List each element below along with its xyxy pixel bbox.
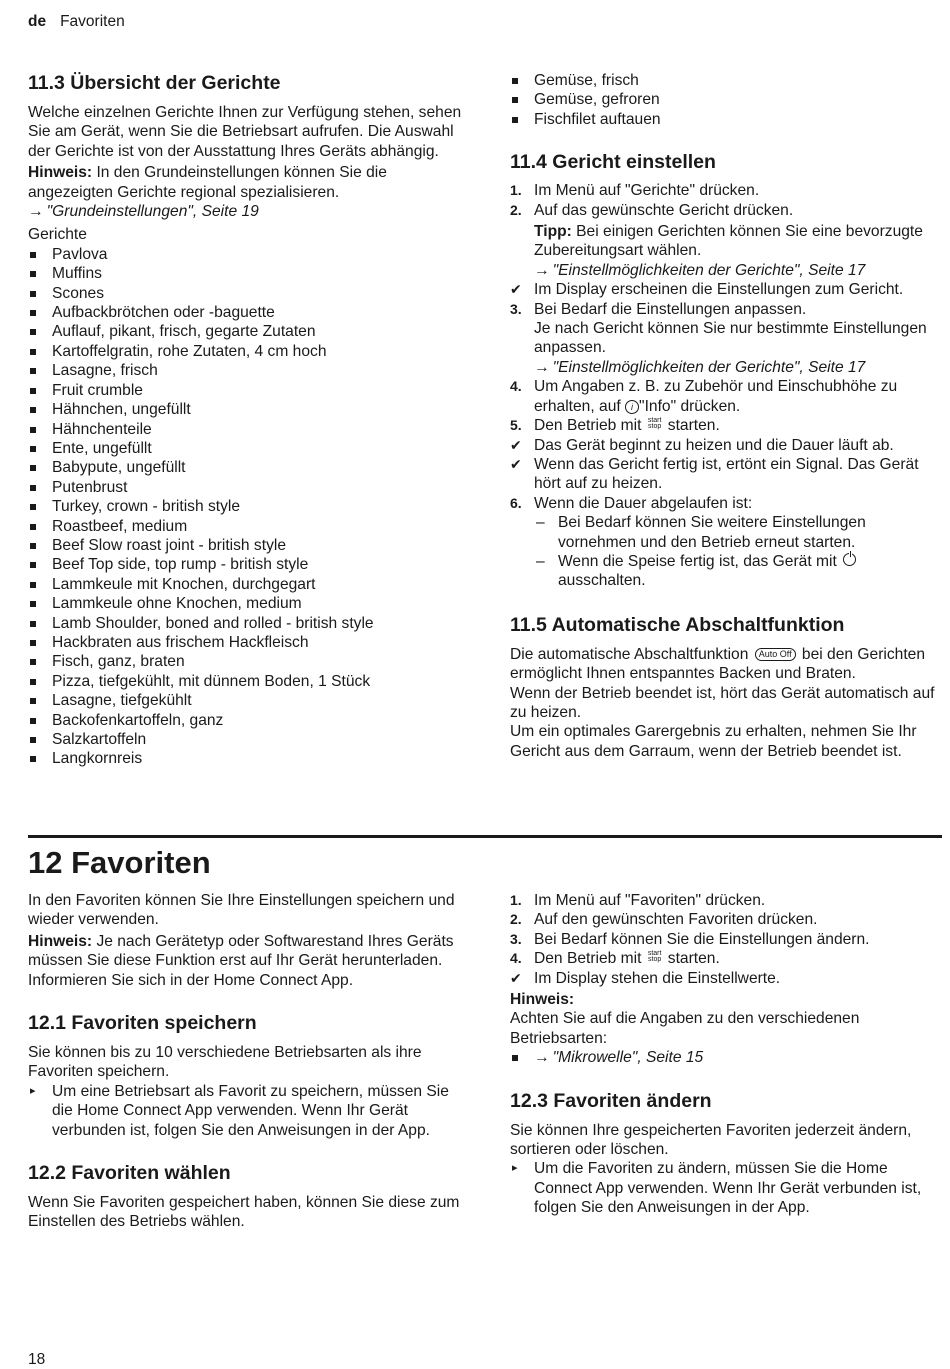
list-item: Auflauf, pikant, frisch, gegarte Zutaten bbox=[28, 322, 462, 341]
step: 2. Auf den gewünschten Favoriten drücken. bbox=[510, 911, 818, 929]
list-item: Gemüse, frisch bbox=[510, 71, 942, 90]
sub-step: – Wenn die Speise fertig ist, das Gerät mit ausschalten. bbox=[534, 552, 942, 591]
paragraph: In den Favoriten können Sie Ihre Einstellungen speichern und wieder verwenden. bbox=[28, 892, 455, 929]
paragraph: Wenn Sie Favoriten gespeichert haben, können Sie diese zum Einstellen des Betriebs wählen. bbox=[28, 1194, 460, 1231]
cross-reference[interactable] bbox=[28, 202, 462, 221]
list-item: Beef Top side, top rump - british style bbox=[28, 555, 462, 574]
list-item: Lasagne, tiefgekühlt bbox=[28, 691, 462, 710]
note bbox=[28, 163, 462, 202]
tip: Tipp: Bei einigen Gerichten können Sie eine bevorzugte Zubereitungsart wählen. bbox=[534, 223, 923, 260]
arrow-icon: → bbox=[28, 203, 44, 221]
list-item: Lammkeule ohne Knochen, medium bbox=[28, 594, 462, 613]
paragraph: Welche einzelnen Gerichte Ihnen zur Verfügung stehen, sehen Sie am Gerät, wenn Sie die Betriebsart aufrufen. Die Auswahl der Gerichte ist von der Ausstattung Ihres Geräts abhängig. bbox=[28, 104, 462, 160]
steps-12-2 bbox=[510, 891, 942, 988]
paragraph: Um ein optimales Garergebnis zu erhalten, nehmen Sie Ihr Gericht aus dem Garraum, wenn der Betrieb beendet ist. bbox=[510, 723, 917, 760]
header-section: Favoriten bbox=[60, 13, 125, 30]
list-item: Hackbraten aus frischem Hackfleisch bbox=[28, 633, 462, 652]
step: 1. Im Menü auf "Gerichte" drücken. bbox=[510, 182, 760, 200]
page-header bbox=[28, 12, 125, 31]
result: ✔ Im Display stehen die Einstellwerte. bbox=[510, 969, 781, 987]
list-item: Salzkartoffeln bbox=[28, 730, 462, 749]
list-item: Backofenkartoffeln, ganz bbox=[28, 711, 462, 730]
cross-reference[interactable]: → "Mikrowelle", Seite 15 bbox=[510, 1048, 942, 1067]
arrow-icon: → bbox=[534, 261, 550, 279]
check-icon: ✔ bbox=[510, 969, 522, 986]
list-item: Langkornreis bbox=[28, 749, 462, 768]
heading-12-3: 12.3 Favoriten ändern bbox=[510, 1089, 712, 1112]
heading-11-4: 11.4 Gericht einstellen bbox=[510, 151, 716, 174]
info-icon: i bbox=[625, 400, 639, 414]
list-item: Lamb Shoulder, boned and rolled - british style bbox=[28, 614, 462, 633]
auto-off-icon: Auto Off bbox=[755, 648, 796, 661]
result: ✔ Im Display erscheinen die Einstellungen zum Gericht. bbox=[510, 281, 904, 299]
check-icon: ✔ bbox=[510, 436, 522, 453]
cross-reference[interactable]: → "Einstellmöglichkeiten der Gerichte", Seite 17 bbox=[534, 358, 866, 376]
list-item: Beef Slow roast joint - british style bbox=[28, 536, 462, 555]
list-item: Fruit crumble bbox=[28, 381, 462, 400]
step: 6. Wenn die Dauer abgelaufen ist: – Bei Bedarf können Sie weitere Einstellungen vornehmen und den Betrieb erneut starten. – Wenn die Speise fertig ist, das Gerät mit ausschalten. bbox=[510, 494, 942, 591]
chapter-title: 12 Favoriten bbox=[28, 845, 211, 880]
list-item: Lammkeule mit Knochen, durchgegart bbox=[28, 575, 462, 594]
heading-11-5: 11.5 Automatische Abschaltfunktion bbox=[510, 613, 845, 636]
reference-text: "Grundeinstellungen", Seite 19 bbox=[46, 203, 259, 221]
step: 3. Bei Bedarf können Sie die Einstellungen ändern. bbox=[510, 930, 870, 948]
result: ✔ Wenn das Gericht fertig ist, ertönt ein Signal. Das Gerät hört auf zu heizen. bbox=[510, 455, 919, 493]
list-item: Muffins bbox=[28, 264, 462, 283]
list-item: Pavlova bbox=[28, 245, 462, 264]
arrow-icon: → bbox=[534, 1049, 550, 1067]
sub-step: – Bei Bedarf können Sie weitere Einstellungen vornehmen und den Betrieb erneut starten. bbox=[534, 513, 942, 552]
arrow-icon: → bbox=[534, 358, 550, 376]
list-item: Ente, ungefüllt bbox=[28, 439, 462, 458]
step: 4. Um Angaben z. B. zu Zubehör und Einschubhöhe zu erhalten, auf i "Info" drücken. bbox=[510, 378, 898, 415]
list-item: Hähnchenteile bbox=[28, 420, 462, 439]
list-item: Aufbackbrötchen oder -baguette bbox=[28, 303, 462, 322]
chapter-divider bbox=[28, 835, 942, 838]
chapter-12 bbox=[28, 845, 462, 1232]
note-text: Achten Sie auf die Angaben zu den verschiedenen Betriebsarten: bbox=[510, 1010, 860, 1047]
paragraph: Wenn der Betrieb beendet ist, hört das Gerät automatisch auf zu heizen. bbox=[510, 684, 935, 721]
paragraph: Die automatische Abschaltfunktion Auto Off bei den Gerichten ermöglicht Ihnen entspanntes Backen und Braten. bbox=[510, 645, 926, 683]
list-item: Turkey, crown - british style bbox=[28, 497, 462, 516]
list-item: Pizza, tiefgekühlt, mit dünnem Boden, 1 Stück bbox=[28, 672, 462, 691]
steps-11-4 bbox=[510, 181, 942, 591]
dish-list bbox=[28, 245, 462, 769]
instruction: ▸ Um die Favoriten zu ändern, müssen Sie die Home Connect App verwenden. Wenn Ihr Gerät verbunden ist, folgen Sie den Anweisungen in der App. bbox=[512, 1160, 922, 1217]
step: 5. Den Betrieb mit start stop starten. bbox=[510, 417, 720, 435]
list-item: Fisch, ganz, braten bbox=[28, 652, 462, 671]
start-stop-icon: start stop bbox=[647, 950, 662, 964]
section-11-3 bbox=[28, 71, 462, 769]
note-text: In den Grundeinstellungen können Sie die angezeigten Gerichte regional spezialisieren. bbox=[28, 164, 387, 201]
list-item: Scones bbox=[28, 284, 462, 303]
check-icon: ✔ bbox=[510, 281, 522, 298]
check-icon: ✔ bbox=[510, 455, 522, 472]
list-item: Hähnchen, ungefüllt bbox=[28, 400, 462, 419]
note-label: Hinweis: bbox=[28, 164, 93, 182]
sub-steps bbox=[534, 513, 942, 591]
page-number: 18 bbox=[28, 1351, 46, 1368]
dish-list-continued bbox=[510, 71, 942, 129]
right-column-bottom bbox=[510, 891, 942, 1218]
reference-list bbox=[510, 1048, 942, 1067]
list-item: Roastbeef, medium bbox=[28, 517, 462, 536]
list-item: Fischfilet auftauen bbox=[510, 110, 942, 129]
start-stop-icon: start stop bbox=[647, 417, 662, 431]
cross-reference[interactable]: → "Einstellmöglichkeiten der Gerichte", Seite 17 bbox=[534, 261, 866, 279]
power-icon bbox=[843, 553, 856, 566]
list-item: Putenbrust bbox=[28, 478, 462, 497]
step: 2. Auf das gewünschte Gericht drücken. Tipp: Bei einigen Gerichten können Sie eine bevorzugte Zubereitungsart wählen. → "Einstellmöglichkeiten der Gerichte", Seite 17 bbox=[510, 201, 942, 281]
instruction: ▸ Um eine Betriebsart als Favorit zu speichern, müssen Sie die Home Connect App verwenden. Wenn Ihr Gerät verbunden ist, folgen Sie den Anweisungen in der App. bbox=[30, 1082, 449, 1139]
triangle-bullet-icon: ▸ bbox=[30, 1084, 36, 1097]
heading-11-3: 11.3 Übersicht der Gerichte bbox=[28, 72, 281, 94]
step: 3. Bei Bedarf die Einstellungen anpassen. Je nach Gericht können Sie nur bestimmte Einstellungen anpassen. → "Einstellmöglichkeiten der Gerichte", Seite 17 bbox=[510, 300, 942, 378]
step: 4. Den Betrieb mit start stop starten. bbox=[510, 950, 720, 968]
list-title: Gerichte bbox=[28, 226, 87, 244]
paragraph: Sie können bis zu 10 verschiedene Betriebsarten als ihre Favoriten speichern. bbox=[28, 1044, 422, 1081]
heading-12-2: 12.2 Favoriten wählen bbox=[28, 1162, 231, 1185]
heading-12-1: 12.1 Favoriten speichern bbox=[28, 1012, 257, 1035]
note: Hinweis: Je nach Gerätetyp oder Softwarestand Ihres Geräts müssen Sie diese Funktion erst auf Ihr Gerät herunterladen. Informieren Sie sich in der Home Connect App. bbox=[28, 932, 454, 989]
step: 1. Im Menü auf "Favoriten" drücken. bbox=[510, 892, 766, 909]
triangle-bullet-icon: ▸ bbox=[512, 1162, 518, 1175]
list-item: Babypute, ungefüllt bbox=[28, 458, 462, 477]
language-code: de bbox=[28, 13, 47, 30]
result: ✔ Das Gerät beginnt zu heizen und die Dauer läuft ab. bbox=[510, 436, 894, 454]
list-item: Kartoffelgratin, rohe Zutaten, 4 cm hoch bbox=[28, 342, 462, 361]
list-item: Lasagne, frisch bbox=[28, 361, 462, 380]
list-item: Gemüse, gefroren bbox=[510, 90, 942, 109]
right-column-top bbox=[510, 71, 942, 761]
paragraph: Sie können Ihre gespeicherten Favoriten jederzeit ändern, sortieren oder löschen. bbox=[510, 1121, 912, 1159]
note-label: Hinweis: bbox=[510, 991, 575, 1009]
